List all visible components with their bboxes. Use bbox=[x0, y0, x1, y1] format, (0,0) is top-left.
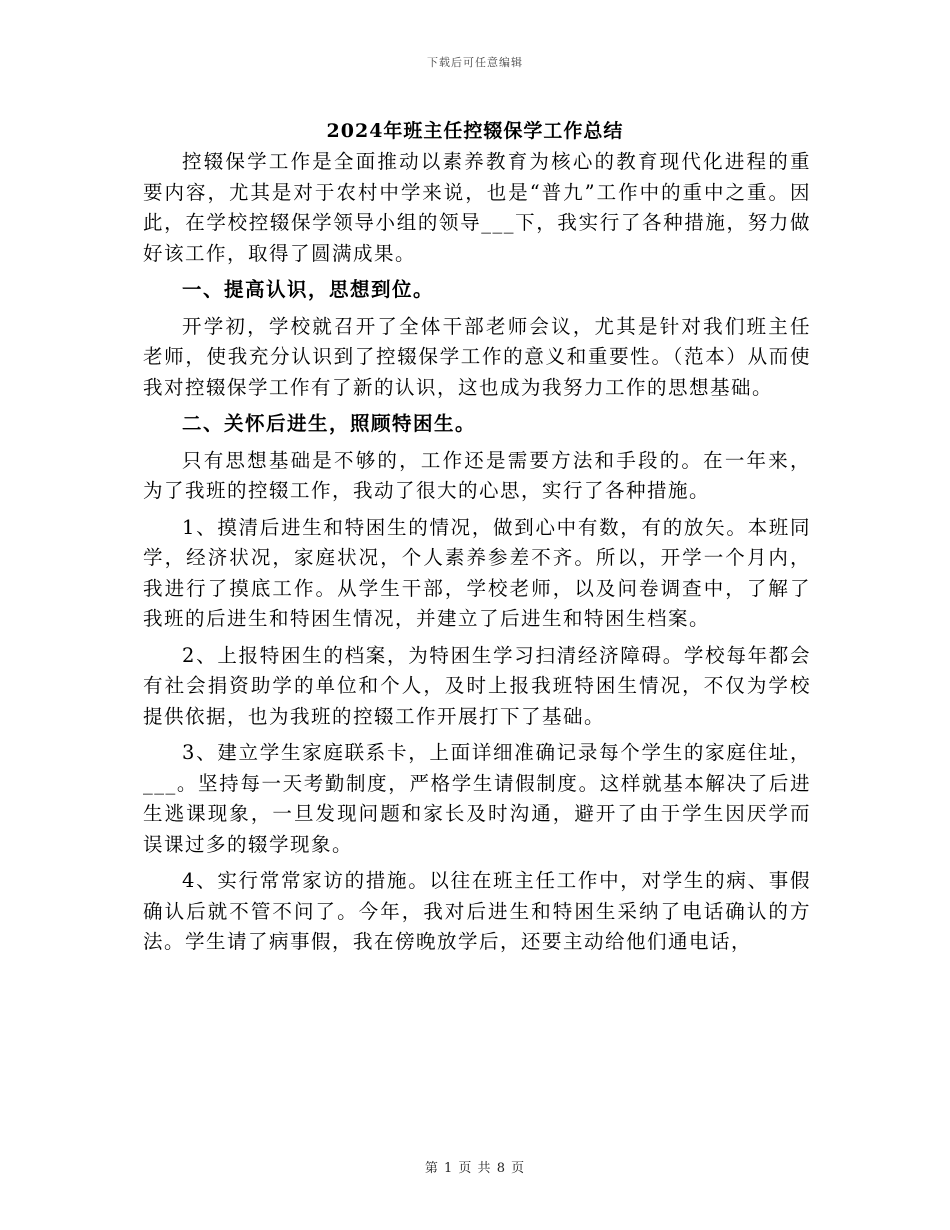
document-body bbox=[143, 147, 811, 958]
page-number: 第 1 页 共 8 页 bbox=[424, 1161, 526, 1176]
paragraph-item-1: 1、摸清后进生和特困生的情况，做到心中有数，有的放矢。本班同学，经济状况，家庭状况，个人素养参差不齐。所以，开学一个月内，我进行了摸底工作。从学生干部，学校老师，以及问卷调查中，了解了我班的后进生和特困生情况，并建立了后进生和特困生档案。 bbox=[143, 515, 811, 630]
page-header-note: 下载后可任意编辑 bbox=[427, 56, 523, 69]
section-heading-1: 一、提高认识，思想到位。 bbox=[182, 278, 435, 301]
section-heading-2: 二、关怀后进生，照顾特困生。 bbox=[182, 412, 477, 435]
paragraph-item-4: 4、实行常常家访的措施。以往在班主任工作中，对学生的病、事假确认后就不管不问了。今年，我对后进生和特困生采纳了电话确认的方法。学生请了病事假，我在傍晚放学后，还要主动给他们通电话， bbox=[143, 869, 811, 953]
paragraph-item-2: 2、上报特困生的档案，为特困生学习扫清经济障碍。学校每年都会有社会捐资助学的单位和个人，及时上报我班特困生情况，不仅为学校提供依据，也为我班的控辍工作开展打下了基础。 bbox=[143, 643, 811, 728]
paragraph-section-1: 开学初，学校就召开了全体干部老师会议，尤其是针对我们班主任老师，使我充分认识到了控辍保学工作的意义和重要性。（范本）从而使我对控辍保学工作有了新的认识，这也成为我努力工作的思想基础。 bbox=[143, 314, 811, 399]
paragraph-section-2-intro: 只有思想基础是不够的，工作还是需要方法和手段的。在一年来，为了我班的控辍工作，我动了很大的心思，实行了各种措施。 bbox=[143, 448, 811, 502]
document-title: 2024年班主任控辍保学工作总结 bbox=[326, 120, 624, 142]
paragraph-intro: 控辍保学工作是全面推动以素养教育为核心的教育现代化进程的重要内容，尤其是对于农村中学来说，也是“普九”工作中的重中之重。因此，在学校控辍保学领导小组的领导___下，我实行了各种措施，努力做好该工作，取得了圆满成果。 bbox=[143, 150, 811, 265]
paragraph-item-3: 3、建立学生家庭联系卡，上面详细准确记录每个学生的家庭住址，___。坚持每一天考勤制度，严格学生请假制度。这样就基本解决了后进生逃课现象，一旦发现问题和家长及时沟通，避开了由于学生因厌学而误课过多的辍学现象。 bbox=[143, 741, 811, 856]
